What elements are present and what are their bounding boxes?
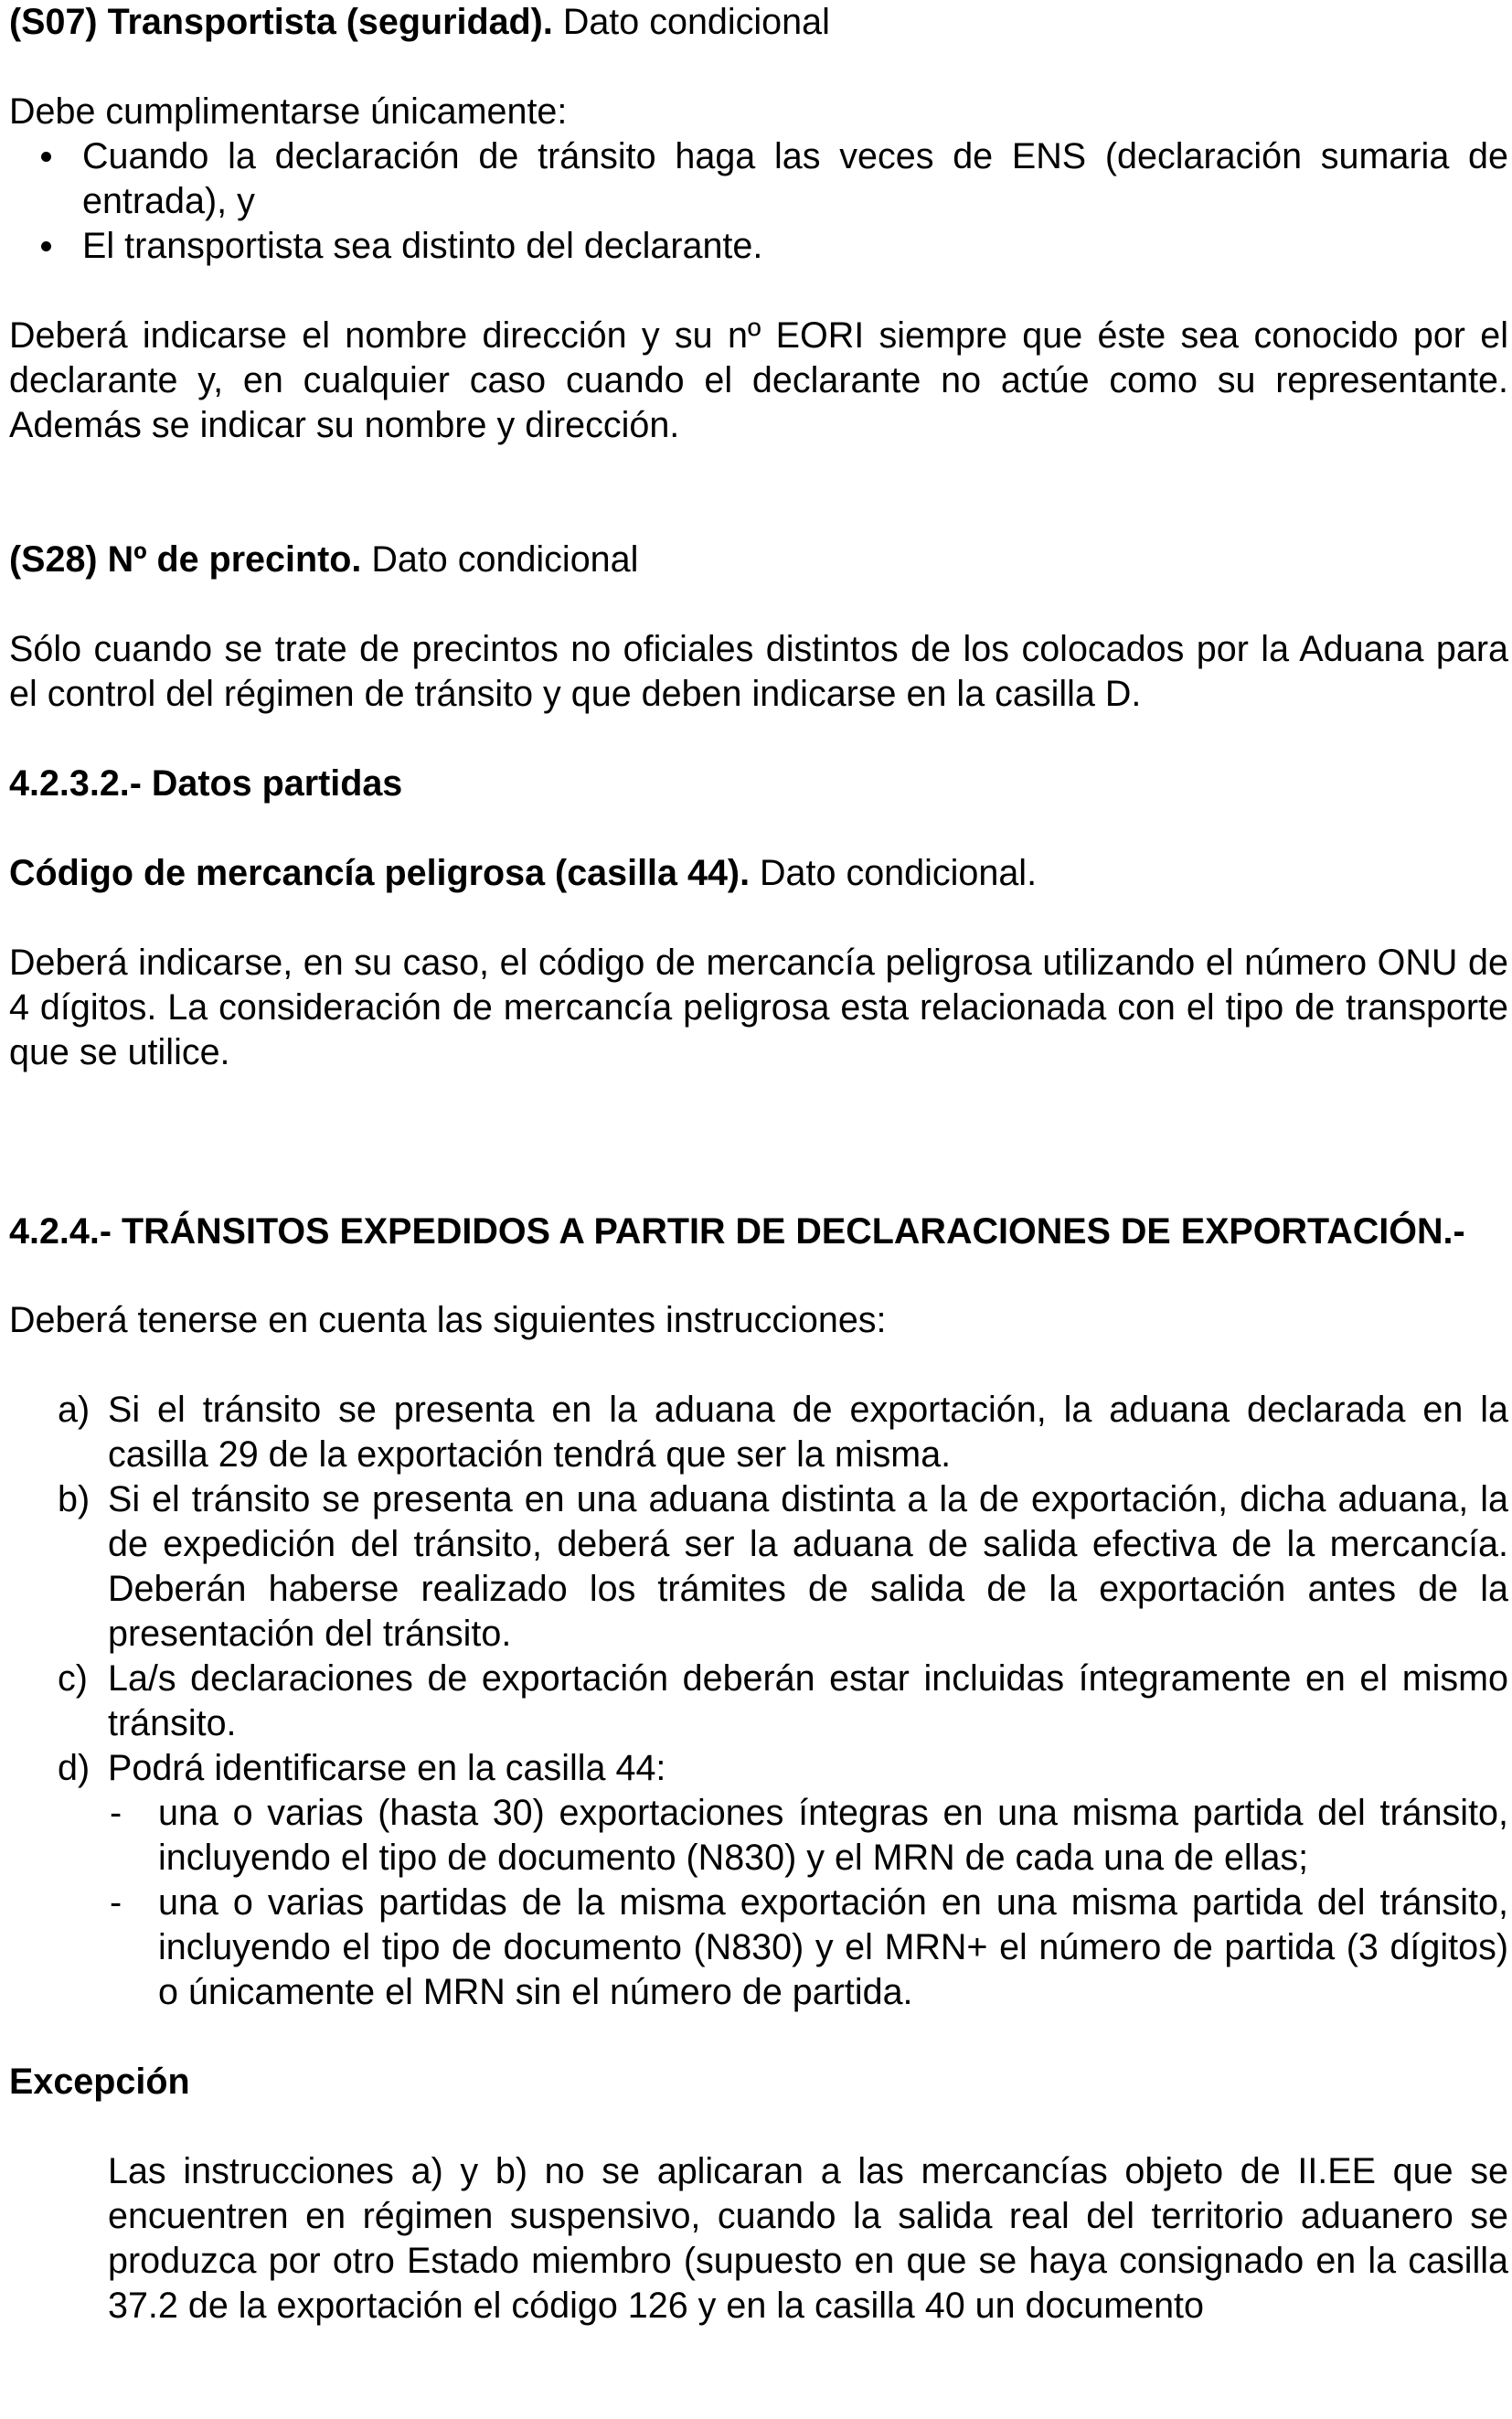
instruction-text-d: Podrá identificarse en la casilla 44: [108, 1748, 666, 1788]
exception-heading-text: Excepción [9, 2062, 190, 2102]
s07-bullet-1: Cuando la declaración de tránsito haga las veces de ENS (declaración sumaria de entrada), y [9, 134, 1508, 224]
s07-code: (S07) Transportista (seguridad). [9, 2, 553, 42]
dash-marker: - [110, 1882, 122, 1923]
instruction-label-a: a) [58, 1390, 91, 1430]
dash-marker: - [110, 1793, 122, 1833]
dangerous-goods-field-title: Código de mercancía peligrosa (casilla 44). [9, 853, 751, 893]
casilla-44-option-2 [9, 1881, 1508, 2015]
casilla-44-option-2-text: una o varias partidas de la misma exportación en una misma partida del tránsito, incluyendo el tipo de documento (N830) y el MRN+ el número de partida (3 dígitos) o únicamente el MRN sin el número de partida. [158, 1882, 1508, 2012]
s07-status: Dato condicional [562, 2, 830, 42]
s07-intro: Debe cumplimentarse únicamente: [9, 91, 568, 132]
section-424-heading-text: 4.2.4.- TRÁNSITOS EXPEDIDOS A PARTIR DE DECLARACIONES DE EXPORTACIÓN.- [9, 1211, 1465, 1252]
instruction-label-c: c) [58, 1658, 88, 1699]
section-4232-heading-text: 4.2.3.2.- Datos partidas [9, 763, 403, 804]
s07-paragraph: Deberá indicarse el nombre dirección y su nº EORI siempre que éste sea conocido por el declarante y, en cualquier caso cuando el declarante no actúe como su representante. Además se indicar su nombre y dirección. [9, 315, 1508, 445]
instruction-item-d [9, 1746, 1508, 1791]
dangerous-goods-field-status: Dato condicional. [760, 853, 1038, 893]
instruction-item-b [9, 1477, 1508, 1657]
s28-status: Dato condicional [371, 539, 639, 580]
section-424-heading [9, 1210, 1508, 1253]
s28-title-line [9, 538, 1508, 582]
casilla-44-option-1 [9, 1791, 1508, 1881]
instruction-item-a [9, 1388, 1508, 1477]
document-page [9, 0, 1508, 2328]
instruction-label-d: d) [58, 1748, 91, 1788]
exception-paragraph: Las instrucciones a) y b) no se aplicaran a las mercancías objeto de II.EE que se encuentren en régimen suspensivo, cuando la salida real del territorio aduanero se produzca por otro Estado miembro (supuesto en que se haya consignado en la casilla 37.2 de la exportación el código 126 y en la casilla 40 un documento [108, 2151, 1508, 2326]
exception-heading [9, 2060, 1508, 2105]
instruction-label-b: b) [58, 1479, 91, 1519]
instruction-text-a: Si el tránsito se presenta en la aduana de exportación, la aduana declarada en la casilla 29 de la exportación tendrá que ser la misma. [108, 1390, 1508, 1475]
casilla-44-options [9, 1791, 1508, 2015]
casilla-44-option-1-text: una o varias (hasta 30) exportaciones íntegras en una misma partida del tránsito, incluyendo el tipo de documento (N830) y el MRN de cada una de ellas; [158, 1793, 1508, 1878]
s07-title-line [9, 0, 1508, 45]
section-424-intro: Deberá tenerse en cuenta las siguientes instrucciones: [9, 1300, 887, 1340]
s07-bullet-2: El transportista sea distinto del declarante. [9, 224, 1508, 269]
instruction-item-c [9, 1657, 1508, 1746]
instruction-text-c: La/s declaraciones de exportación deberán estar incluidas íntegramente en el mismo tránsito. [108, 1658, 1508, 1743]
instructions-list [9, 1388, 1508, 1791]
section-4232-heading [9, 762, 1508, 806]
s28-code: (S28) Nº de precinto. [9, 539, 362, 580]
dangerous-goods-paragraph: Deberá indicarse, en su caso, el código de mercancía peligrosa utilizando el número ONU de 4 dígitos. La consideración de mercancía peligrosa esta relacionada con el tipo de transporte que se utilice. [9, 943, 1508, 1072]
dangerous-goods-title-line [9, 851, 1508, 896]
s07-bullet-list [9, 134, 1508, 269]
s28-paragraph: Sólo cuando se trate de precintos no oficiales distintos de los colocados por la Aduana para el control del régimen de tránsito y que deben indicarse en la casilla D. [9, 629, 1508, 714]
instruction-text-b: Si el tránsito se presenta en una aduana distinta a la de exportación, dicha aduana, la de expedición del tránsito, deberá ser la aduana de salida efectiva de la mercancía. Deberán haberse realizado los trámites de salida de la exportación antes de la presentación del tránsito. [108, 1479, 1508, 1654]
